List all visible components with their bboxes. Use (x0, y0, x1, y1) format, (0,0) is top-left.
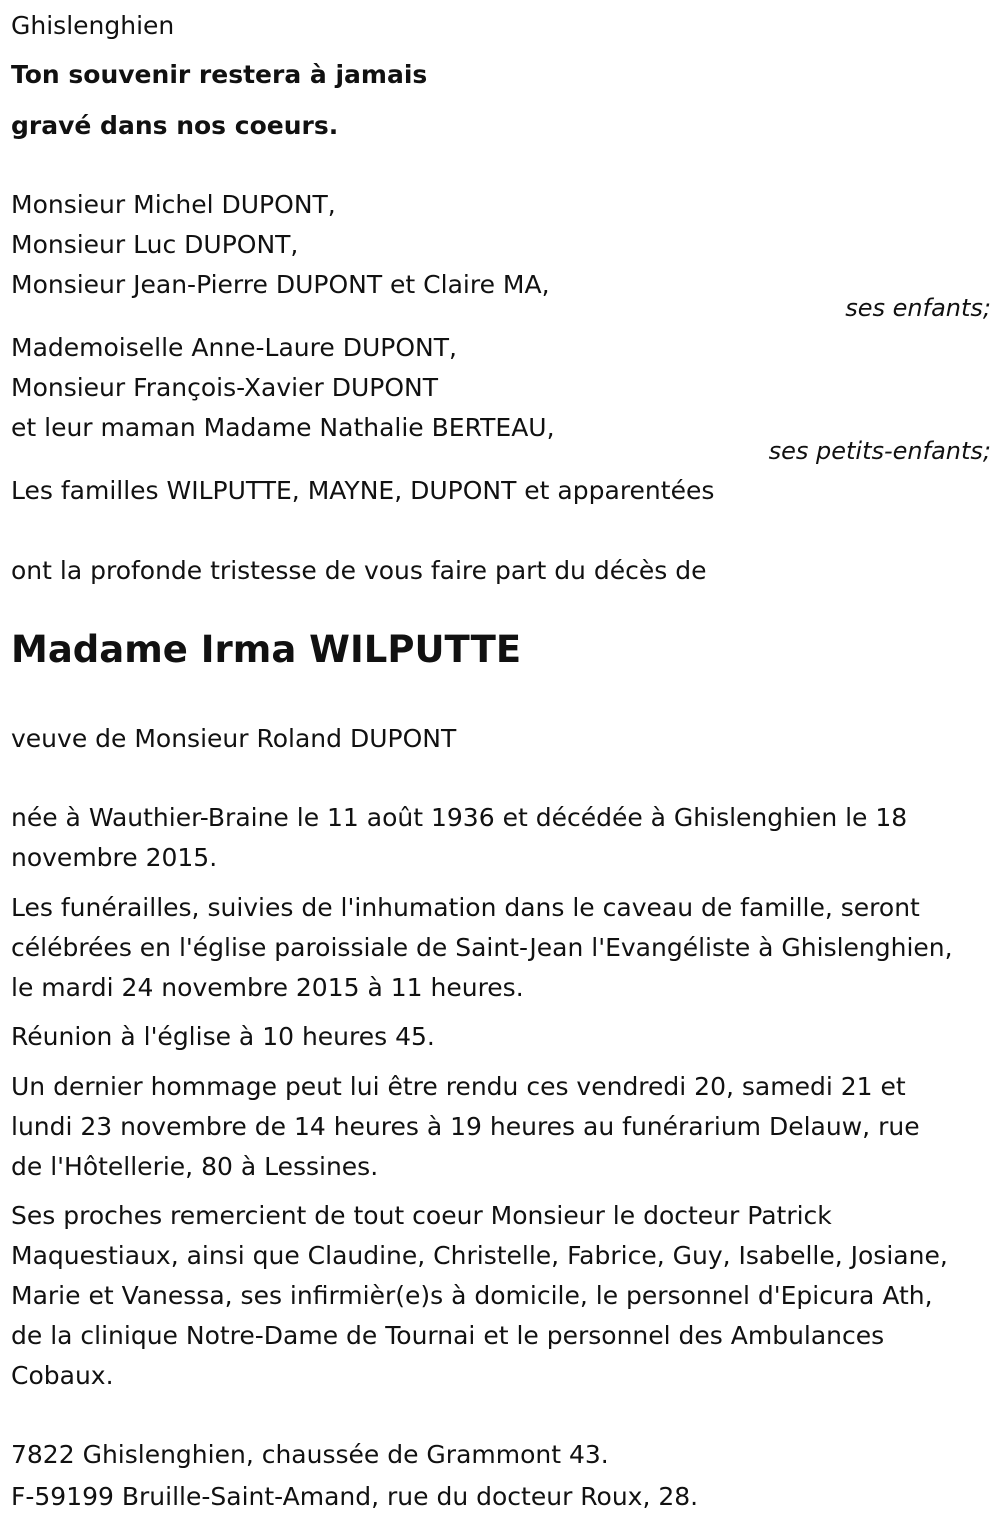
funeral-line: célébrées en l'église paroissiale de Saint-Jean l'Evangéliste à Ghislenghien, (11, 933, 953, 962)
grandchild-line: Mademoiselle Anne-Laure DUPONT, (11, 333, 457, 362)
thanks-line: Ses proches remercient de tout coeur Monsieur le docteur Patrick (11, 1201, 832, 1230)
tribute-line: Un dernier hommage peut lui être rendu ces vendredi 20, samedi 21 et (11, 1072, 906, 1101)
funeral-line: Les funérailles, suivies de l'inhumation dans le caveau de famille, seront (11, 893, 920, 922)
quote-line-1: Ton souvenir restera à jamais (11, 60, 428, 89)
grandchild-line: et leur maman Madame Nathalie BERTEAU, (11, 413, 555, 442)
thanks-line: de la clinique Notre-Dame de Tournai et le personnel des Ambulances (11, 1321, 885, 1350)
announcement-line: ont la profonde tristesse de vous faire part du décès de (11, 556, 707, 585)
location-header: Ghislenghien (11, 11, 175, 40)
child-line: Monsieur Jean-Pierre DUPONT et Claire MA, (11, 270, 550, 299)
deceased-name: Madame Irma WILPUTTE (11, 628, 522, 671)
grandchild-line: Monsieur François-Xavier DUPONT (11, 373, 438, 402)
gathering-line: Réunion à l'église à 10 heures 45. (11, 1022, 435, 1051)
thanks-line: Maquestiaux, ainsi que Claudine, Christelle, Fabrice, Guy, Isabelle, Josiane, (11, 1241, 948, 1270)
funeral-line: le mardi 24 novembre 2015 à 11 heures. (11, 973, 524, 1002)
spouse-line: veuve de Monsieur Roland DUPONT (11, 724, 457, 753)
children-relation: ses enfants; (845, 294, 991, 322)
thanks-line: Marie et Vanessa, ses infirmièr(e)s à domicile, le personnel d'Epicura Ath, (11, 1281, 933, 1310)
quote-line-2: gravé dans nos coeurs. (11, 111, 339, 140)
birth-death-line: née à Wauthier-Braine le 11 août 1936 et décédée à Ghislenghien le 18 (11, 803, 908, 832)
families-line: Les familles WILPUTTE, MAYNE, DUPONT et apparentées (11, 476, 715, 505)
child-line: Monsieur Luc DUPONT, (11, 230, 299, 259)
thanks-line: Cobaux. (11, 1361, 114, 1390)
tribute-line: de l'Hôtellerie, 80 à Lessines. (11, 1152, 379, 1181)
address-line: F-59199 Bruille-Saint-Amand, rue du docteur Roux, 28. (11, 1482, 699, 1511)
grandchildren-relation: ses petits-enfants; (768, 437, 991, 465)
address-line: 7822 Ghislenghien, chaussée de Grammont 43. (11, 1440, 609, 1469)
child-line: Monsieur Michel DUPONT, (11, 190, 336, 219)
birth-death-line: novembre 2015. (11, 843, 218, 872)
tribute-line: lundi 23 novembre de 14 heures à 19 heures au funérarium Delauw, rue (11, 1112, 920, 1141)
